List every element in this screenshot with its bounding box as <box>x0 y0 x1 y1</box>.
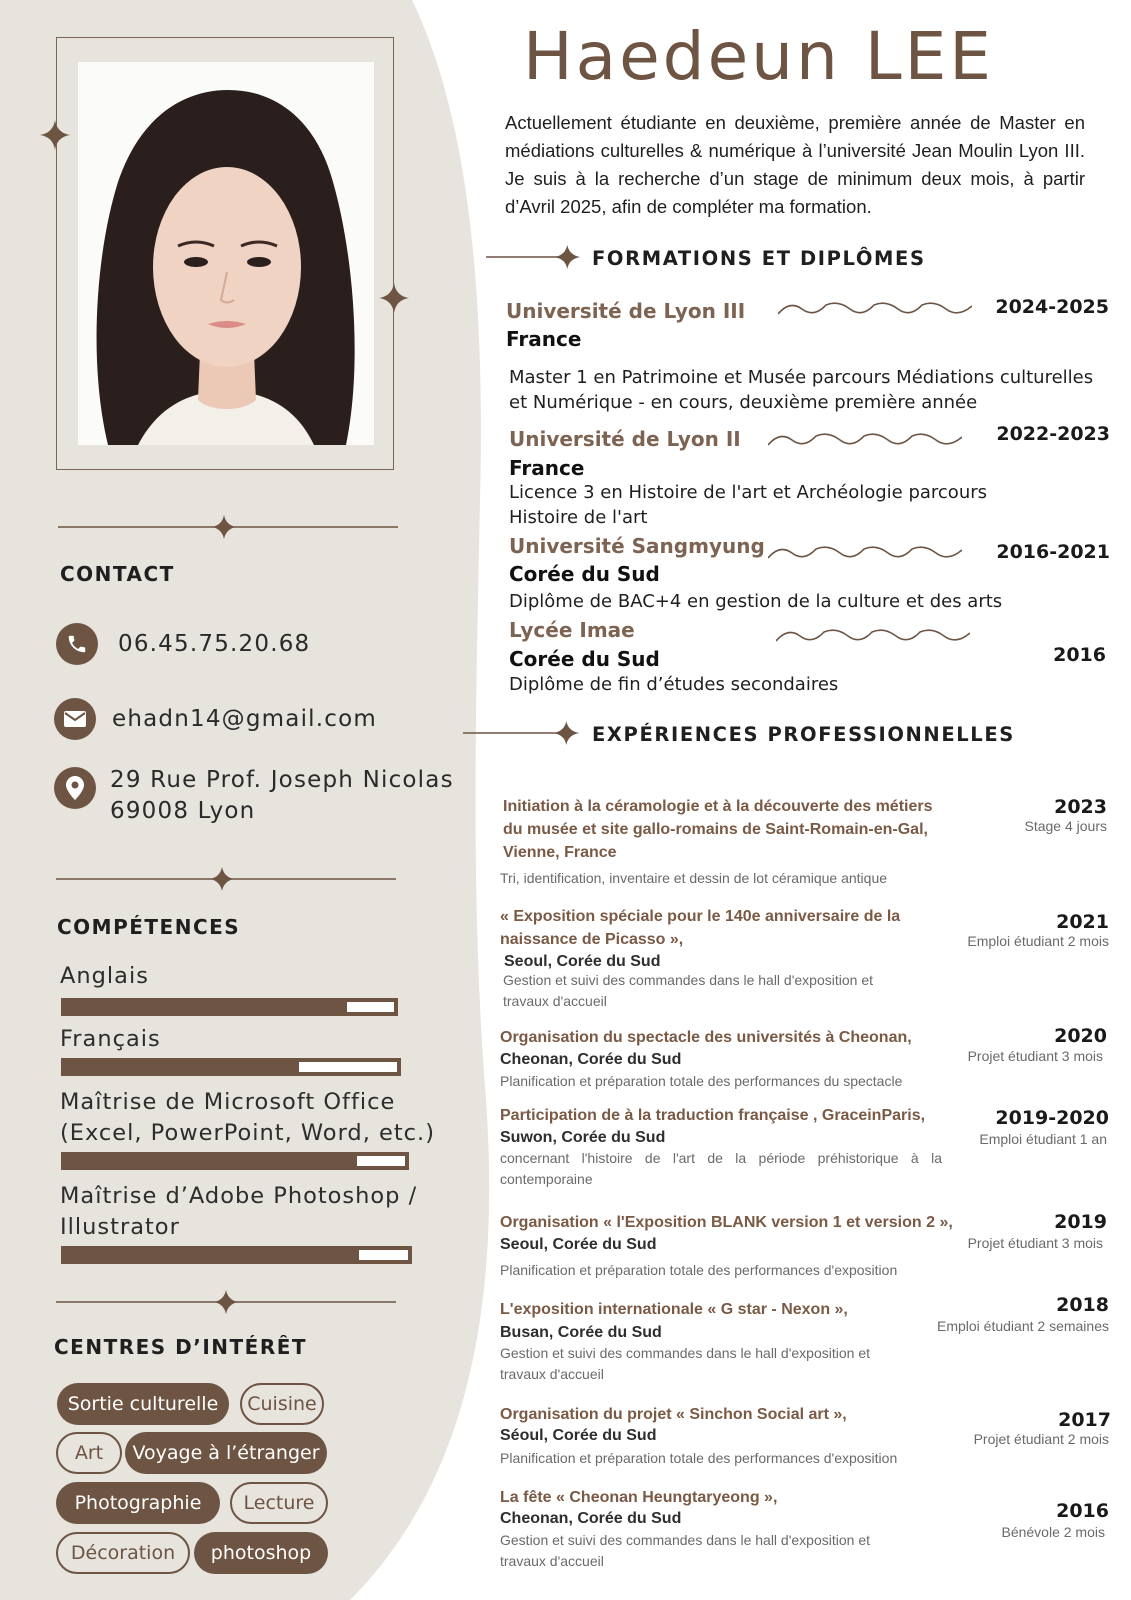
person-name: Haedeun LEE <box>523 18 994 95</box>
email-icon <box>54 698 96 740</box>
interest-tag: Voyage à l’étranger <box>125 1432 327 1474</box>
experience-type: Stage 4 jours <box>1024 818 1107 834</box>
section-divider <box>56 1290 396 1314</box>
experience-title: EXPÉRIENCES PROFESSIONNELLES <box>592 723 1015 746</box>
skill-bar-remaining <box>299 1062 397 1072</box>
wave-decoration <box>778 300 972 318</box>
experience-place: Suwon, Corée du Sud <box>500 1129 666 1146</box>
experience-title: Organisation du spectacle des universités à Cheonan, <box>500 1029 912 1046</box>
contact-email <box>54 698 377 740</box>
experience-title: Organisation « l'Exposition BLANK version 1 et version 2 », <box>500 1214 953 1231</box>
experience-place: Cheonan, Corée du Sud <box>500 1510 682 1527</box>
skill-item <box>60 1181 430 1243</box>
experience-place: Busan, Corée du Sud <box>500 1324 662 1341</box>
education-year: 2016-2021 <box>996 541 1110 563</box>
interest-tag: Lecture <box>230 1482 328 1524</box>
skill-label: Maîtrise de Microsoft Office (Excel, PowerPoint, Word, etc.) <box>60 1089 435 1146</box>
experience-place: Seoul, Corée du Sud <box>504 953 661 970</box>
education-description: Master 1 en Patrimoine et Musée parcours Médiations culturelles et Numérique - en cours, deuxième première année <box>509 367 1094 413</box>
experience-description: Gestion et suivi des commandes dans le hall d'exposition et travaux d'accueil <box>503 972 873 1009</box>
section-divider <box>482 245 587 269</box>
interests-title: CENTRES D’INTÉRÊT <box>54 1335 308 1359</box>
profile-photo <box>78 62 374 445</box>
skill-label: Anglais <box>60 963 149 989</box>
skills-title: COMPÉTENCES <box>57 915 241 939</box>
skill-bar <box>61 1246 412 1264</box>
experience-year: 2021 <box>1056 911 1109 933</box>
experience-year: 2018 <box>1056 1294 1109 1316</box>
experience-description: Planification et préparation totale des performances d'exposition <box>500 1450 898 1466</box>
interest-tag: Art <box>56 1432 122 1474</box>
skill-item <box>60 1024 161 1055</box>
experience-description: Planification et préparation totale des performances d'exposition <box>500 1262 898 1278</box>
experience-type: Emploi étudiant 2 mois <box>967 933 1109 949</box>
section-divider <box>58 515 398 539</box>
experience-place: Cheonan, Corée du Sud <box>500 1051 682 1068</box>
skill-bar-remaining <box>357 1156 405 1166</box>
education-description: Licence 3 en Histoire de l'art et Archéologie parcours Histoire de l'art <box>509 482 988 528</box>
wave-decoration <box>768 544 962 562</box>
skill-bar <box>61 1058 401 1076</box>
skill-item <box>60 1087 440 1149</box>
address-line-1: 29 Rue Prof. Joseph Nicolas <box>110 767 454 793</box>
section-divider <box>458 721 586 745</box>
sparkle-icon <box>40 120 70 150</box>
experience-title: La fête « Cheonan Heungtaryeong », <box>500 1489 778 1506</box>
experience-title: Organisation du projet « Sinchon Social art », <box>500 1406 847 1423</box>
skill-bar <box>61 1152 409 1170</box>
experience-title: « Exposition spéciale pour le 140e anniversaire de la naissance de Picasso », <box>500 908 901 948</box>
education-country: Corée du Sud <box>509 562 660 586</box>
contact-address <box>54 765 454 827</box>
email-address[interactable]: ehadn14@gmail.com <box>112 705 377 732</box>
interest-tag: Cuisine <box>240 1383 324 1425</box>
interest-tag: photoshop <box>194 1532 328 1574</box>
skill-bar-remaining <box>347 1002 394 1012</box>
experience-type: Emploi étudiant 1 an <box>979 1131 1107 1147</box>
experience-type: Projet étudiant 2 mois <box>973 1431 1109 1447</box>
experience-title: Initiation à la céramologie et à la découverte des métiers du musée et site gallo-romains de Saint-Romain-en-Gal, Vienne, France <box>503 798 933 861</box>
phone-icon <box>56 623 98 665</box>
experience-type: Bénévole 2 mois <box>1001 1524 1105 1540</box>
education-year: 2022-2023 <box>996 423 1110 445</box>
sparkle-icon <box>379 283 409 313</box>
section-divider <box>56 867 396 891</box>
experience-description: Tri, identification, inventaire et dessin de lot céramique antique <box>500 870 888 886</box>
phone-number[interactable]: 06.45.75.20.68 <box>118 630 311 657</box>
education-country: France <box>509 456 585 480</box>
skill-label: Maîtrise d’Adobe Photoshop / Illustrator <box>60 1183 418 1240</box>
education-description: Diplôme de BAC+4 en gestion de la culture et des arts <box>509 591 1003 612</box>
skill-bar <box>61 998 398 1016</box>
wave-decoration <box>776 627 970 645</box>
education-year: 2024-2025 <box>995 296 1109 318</box>
education-school: Université Sangmyung <box>509 534 765 558</box>
wave-decoration <box>768 431 962 449</box>
experience-description: Gestion et suivi des commandes dans le hall d'exposition et travaux d'accueil <box>500 1532 870 1569</box>
experience-type: Emploi étudiant 2 semaines <box>937 1318 1109 1334</box>
education-school: Lycée Imae <box>509 618 635 642</box>
experience-title: Participation de à la traduction française , GraceinParis, <box>500 1107 926 1124</box>
experience-description: concernant l'histoire de l'art de la période préhistorique à la contemporaine <box>500 1150 942 1187</box>
experience-year: 2019-2020 <box>995 1107 1109 1129</box>
experience-year: 2023 <box>1054 796 1107 818</box>
intro-paragraph: Actuellement étudiante en deuxième, première année de Master en médiations culturelles & numérique à l’université Jean Moulin Lyon III. Je suis à la recherche d’un stage de minimum deux mois, à partir d’Avril 2025, afin de compléter ma formation. <box>505 112 1085 217</box>
experience-type: Projet étudiant 3 mois <box>967 1235 1103 1251</box>
skill-bar-remaining <box>359 1250 408 1260</box>
interest-tag: Décoration <box>56 1532 190 1574</box>
education-country: France <box>506 327 582 351</box>
experience-year: 2019 <box>1054 1211 1107 1233</box>
location-pin-icon <box>54 767 96 809</box>
interest-tag: Photographie <box>56 1482 220 1524</box>
experience-place: Seoul, Corée du Sud <box>500 1236 657 1253</box>
education-title: FORMATIONS ET DIPLÔMES <box>592 247 926 270</box>
skill-label: Français <box>60 1026 161 1052</box>
experience-place: Séoul, Corée du Sud <box>500 1427 657 1444</box>
experience-description: Planification et préparation totale des performances du spectacle <box>500 1073 903 1089</box>
experience-year: 2016 <box>1056 1500 1109 1522</box>
education-school: Université de Lyon II <box>509 427 741 451</box>
experience-title: L'exposition internationale « G star - Nexon », <box>500 1301 848 1318</box>
contact-phone <box>56 623 310 665</box>
education-country: Corée du Sud <box>509 647 660 671</box>
education-description: Diplôme de fin d’études secondaires <box>509 674 839 695</box>
interest-tag: Sortie culturelle <box>57 1383 229 1425</box>
skill-item <box>60 961 149 992</box>
experience-type: Projet étudiant 3 mois <box>967 1048 1103 1064</box>
education-year: 2016 <box>1053 644 1106 666</box>
experience-year: 2020 <box>1054 1025 1107 1047</box>
education-school: Université de Lyon III <box>506 299 746 323</box>
address-line-2: 69008 Lyon <box>110 798 256 824</box>
contact-title: CONTACT <box>60 562 175 586</box>
experience-description: Gestion et suivi des commandes dans le hall d'exposition et travaux d'accueil <box>500 1345 870 1382</box>
experience-year: 2017 <box>1058 1409 1111 1431</box>
